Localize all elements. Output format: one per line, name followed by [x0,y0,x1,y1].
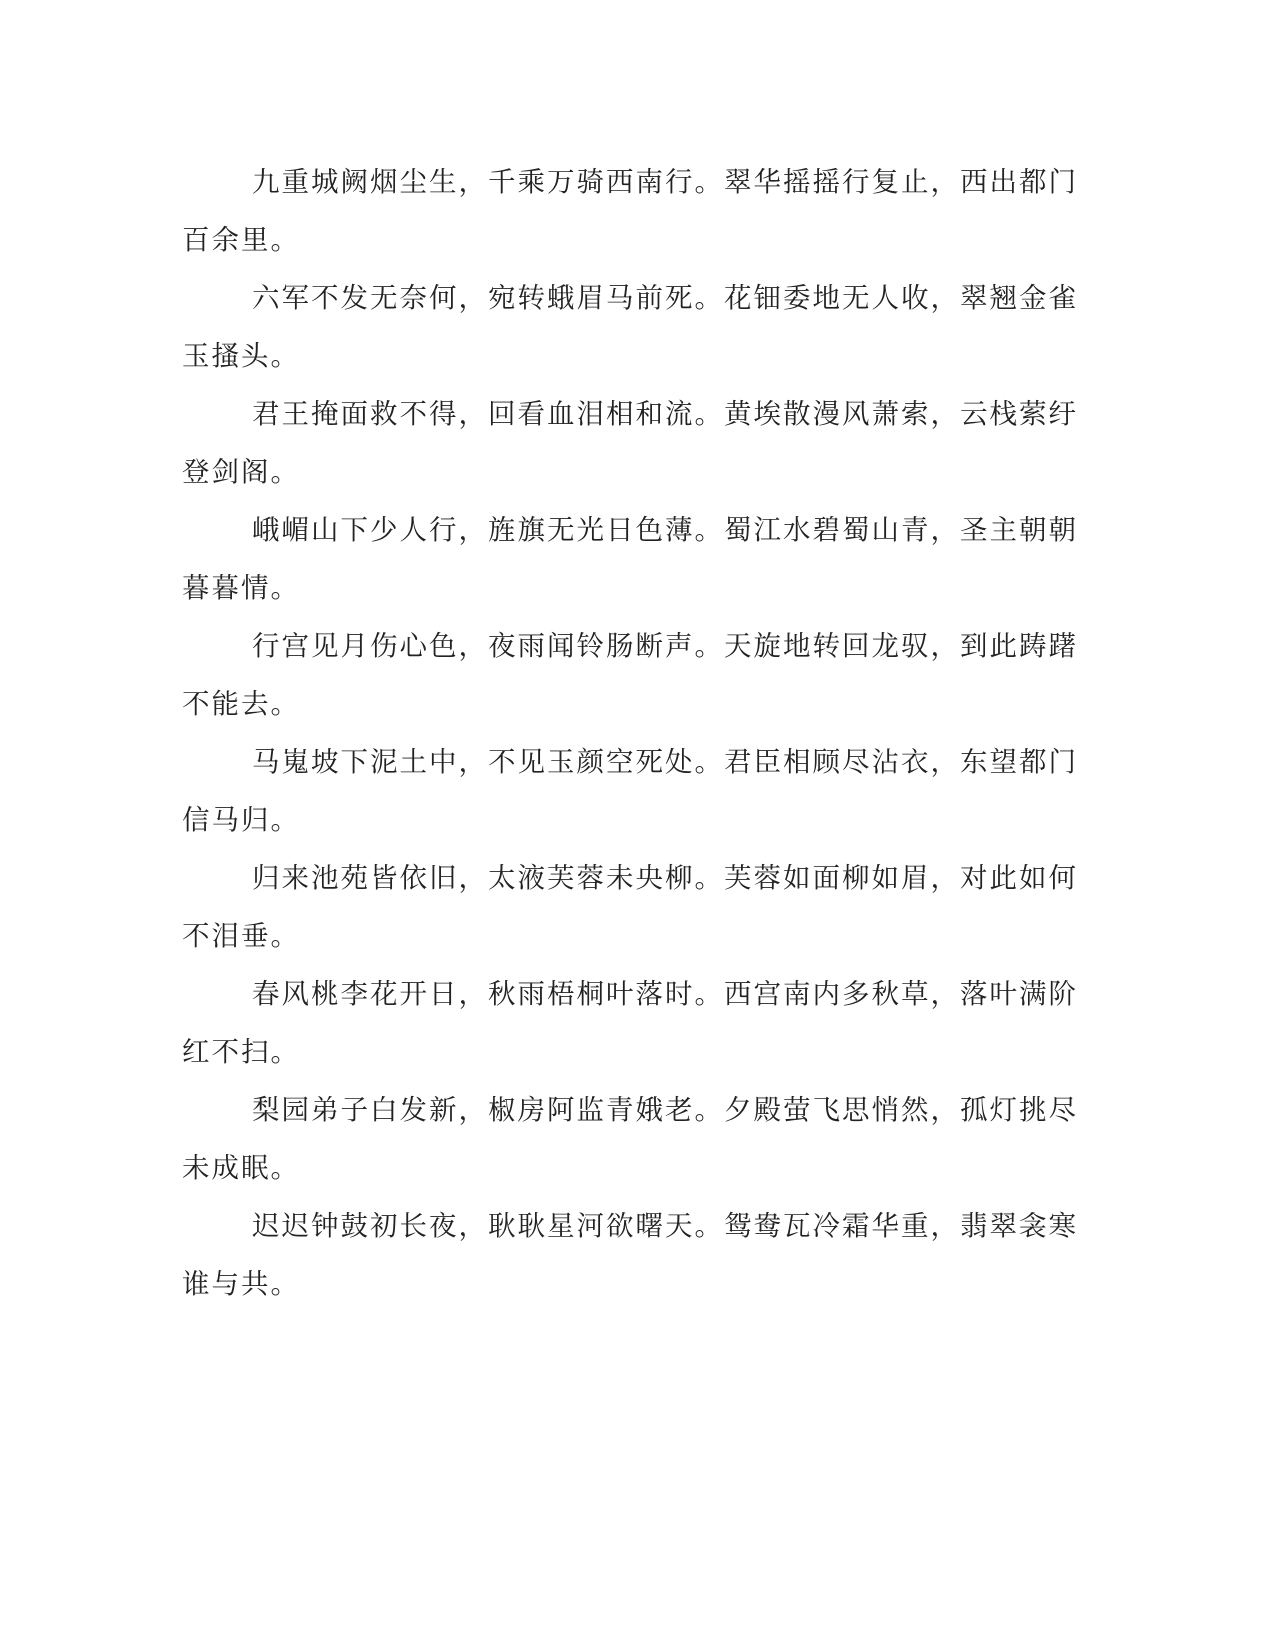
stanza [182,392,1078,508]
stanza-line-continuation: 谁与共。 [182,1268,300,1300]
stanza-line-continuation: 不能去。 [182,688,300,720]
stanza-line-continuation: 玉搔头。 [182,340,300,372]
stanza-line: 君王掩面救不得，回看血泪相和流。黄埃散漫风萧索，云栈萦纡 [252,398,1078,430]
stanza [182,276,1078,392]
stanza-line: 行宫见月伤心色，夜雨闻铃肠断声。天旋地转回龙驭，到此踌躇 [252,630,1078,662]
stanza [182,624,1078,740]
stanza-line-continuation: 百余里。 [182,224,300,256]
stanza-line-continuation: 暮暮情。 [182,572,300,604]
stanza-line: 马嵬坡下泥土中，不见玉颜空死处。君臣相顾尽沾衣，东望都门 [252,746,1078,778]
stanza [182,160,1078,276]
stanza [182,1088,1078,1204]
poem-body [182,160,1078,1320]
stanza-line-continuation: 未成眠。 [182,1152,300,1184]
stanza-line: 峨嵋山下少人行，旌旗无光日色薄。蜀江水碧蜀山青，圣主朝朝 [252,514,1078,546]
stanza-line-continuation: 红不扫。 [182,1036,300,1068]
stanza-line-continuation: 登剑阁。 [182,456,300,488]
stanza-line-continuation: 不泪垂。 [182,920,300,952]
stanza-line: 迟迟钟鼓初长夜，耿耿星河欲曙天。鸳鸯瓦冷霜华重，翡翠衾寒 [252,1210,1078,1242]
stanza [182,972,1078,1088]
stanza [182,1204,1078,1320]
stanza-line: 春风桃李花开日，秋雨梧桐叶落时。西宫南内多秋草，落叶满阶 [252,978,1078,1010]
stanza [182,508,1078,624]
stanza-line: 六军不发无奈何，宛转蛾眉马前死。花钿委地无人收，翠翘金雀 [252,282,1078,314]
stanza [182,740,1078,856]
stanza-line: 梨园弟子白发新，椒房阿监青娥老。夕殿萤飞思悄然，孤灯挑尽 [252,1094,1078,1126]
stanza-line: 归来池苑皆依旧，太液芙蓉未央柳。芙蓉如面柳如眉，对此如何 [252,862,1078,894]
stanza [182,856,1078,972]
stanza-line-continuation: 信马归。 [182,804,300,836]
stanza-line: 九重城阙烟尘生，千乘万骑西南行。翠华摇摇行复止，西出都门 [252,166,1078,198]
